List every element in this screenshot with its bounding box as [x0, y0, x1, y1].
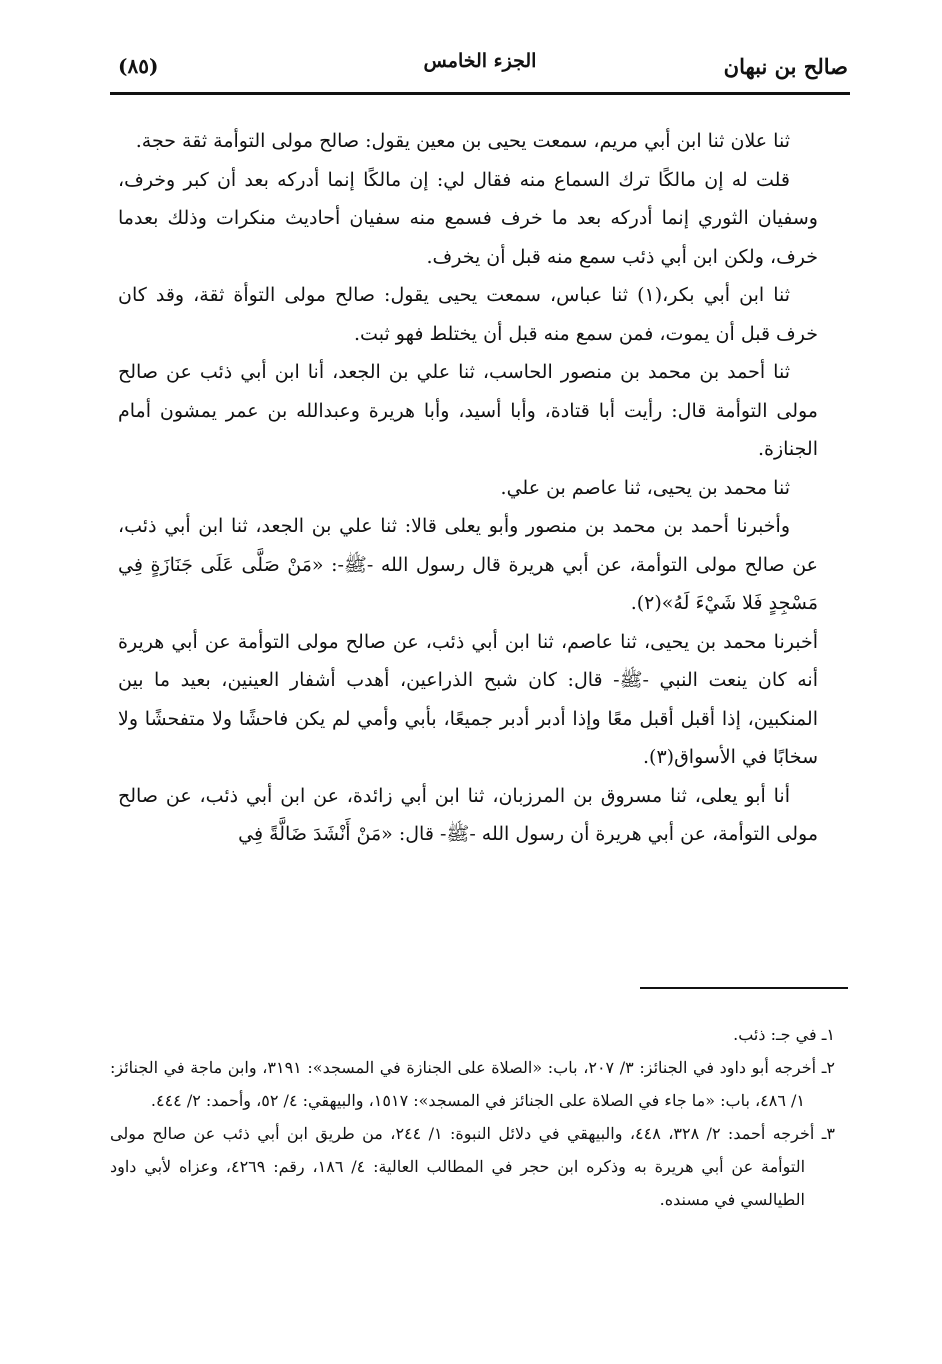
paragraph: ثنا ابن أبي بكر،(١) ثنا عباس، سمعت يحيى يقول: صالح مولى التوأة ثقة، وقد كان خرف قبل أن يموت، فمن سمع منه قبل أن يختلط فهو ثبت. — [118, 284, 818, 345]
footnote: ١ـ في جـ: ذئب. — [733, 1025, 835, 1044]
footnotes — [110, 1018, 835, 1216]
footnote: ٢ـ أخرجه أبو داود في الجنائز: ٣/ ٢٠٧، باب: «الصلاة على الجنازة في المسجد»: ٣١٩١، وابن ماجة في الجنائز: ١/ ٤٨٦، باب: «ما جاء في الصلاة على الجنائز في المسجد»: ١٥١٧، والبيهقي: ٤/ ٥٢، وأحمد: ٢/ ٤٤٤. — [110, 1058, 835, 1110]
entry-title: صالح بن نبهان — [723, 54, 848, 79]
volume-title: الجزء الخامس — [423, 50, 537, 72]
paragraph: أخبرنا محمد بن يحيى، ثنا عاصم، ثنا ابن أبي ذئب، عن صالح مولى التوأمة عن أبي هريرة أنه كان ينعت النبي -ﷺ- قال: كان شبح الذراعين، أهدب أشفار العينين، بعيد ما بين المنكبين، إذا أقبل أقبل معًا وإذا أدبر أدبر جميعًا، بأبي وأمي لم يكن فاحشًا ولا متفحشًا ولا سخابًا في الأسواق(٣). — [118, 630, 818, 768]
running-header — [110, 48, 850, 90]
paragraph: أنا أبو يعلى، ثنا مسروق بن المرزبان، ثنا ابن أبي زائدة، عن ابن أبي ذئب، عن صالح مولى التوأمة، عن أبي هريرة أن رسول الله -ﷺ- قال: «مَنْ أَنْشَدَ ضَالَّةً فِي — [118, 784, 818, 845]
main-text — [118, 122, 818, 854]
footnote: ٣ـ أخرجه أحمد: ٢/ ٣٢٨، ٤٤٨، والبيهقي في دلائل النبوة: ١/ ٢٤٤، من طريق ابن أبي ذئب عن صالح مولى التوأمة عن أبي هريرة به وذكره ابن حجر في المطالب العالية: ٤/ ١٨٦، رقم: ٤٢٦٩، وعزاه لأبي داود الطيالسي في مسنده. — [110, 1124, 836, 1209]
header-divider — [110, 92, 850, 95]
paragraph: وأخبرنا أحمد بن محمد بن منصور وأبو يعلى قالا: ثنا علي بن الجعد، ثنا ابن أبي ذئب، عن صالح مولى التوأمة، عن أبي هريرة قال رسول الله -ﷺ-: «مَنْ صَلَّى عَلَى جَنَازَةٍ فِي مَسْجِدٍ فَلا شَيْءَ لَهُ»(٢). — [118, 515, 818, 614]
paragraph: ثنا محمد بن يحيى، ثنا عاصم بن علي. — [500, 476, 790, 499]
footnote-divider — [640, 987, 848, 989]
paragraph: قلت له إن مالكًا ترك السماع منه فقال لي: إن مالكًا إنما أدركه بعد أن كبر وخرف، وسفيان الثوري إنما أدركه بعد ما خرف فسمع منه سفيان أحاديث منكرات وذلك بعدما خرف، ولكن ابن أبي ذئب سمع منه قبل أن يخرف. — [118, 168, 818, 268]
paragraph: ثنا علان ثنا ابن أبي مريم، سمعت يحيى بن معين يقول: صالح مولى التوأمة ثقة حجة. — [135, 130, 790, 152]
page-number: (٨٥) — [118, 54, 159, 78]
paragraph: ثنا أحمد بن محمد بن منصور الحاسب، ثنا علي بن الجعد، أنا ابن أبي ذئب عن صالح مولى التوأمة قال: رأيت أبا قتادة، وأبا أسيد، وأبا هريرة وعبدالله بن عمر يمشون أمام الجنازة. — [118, 361, 818, 460]
